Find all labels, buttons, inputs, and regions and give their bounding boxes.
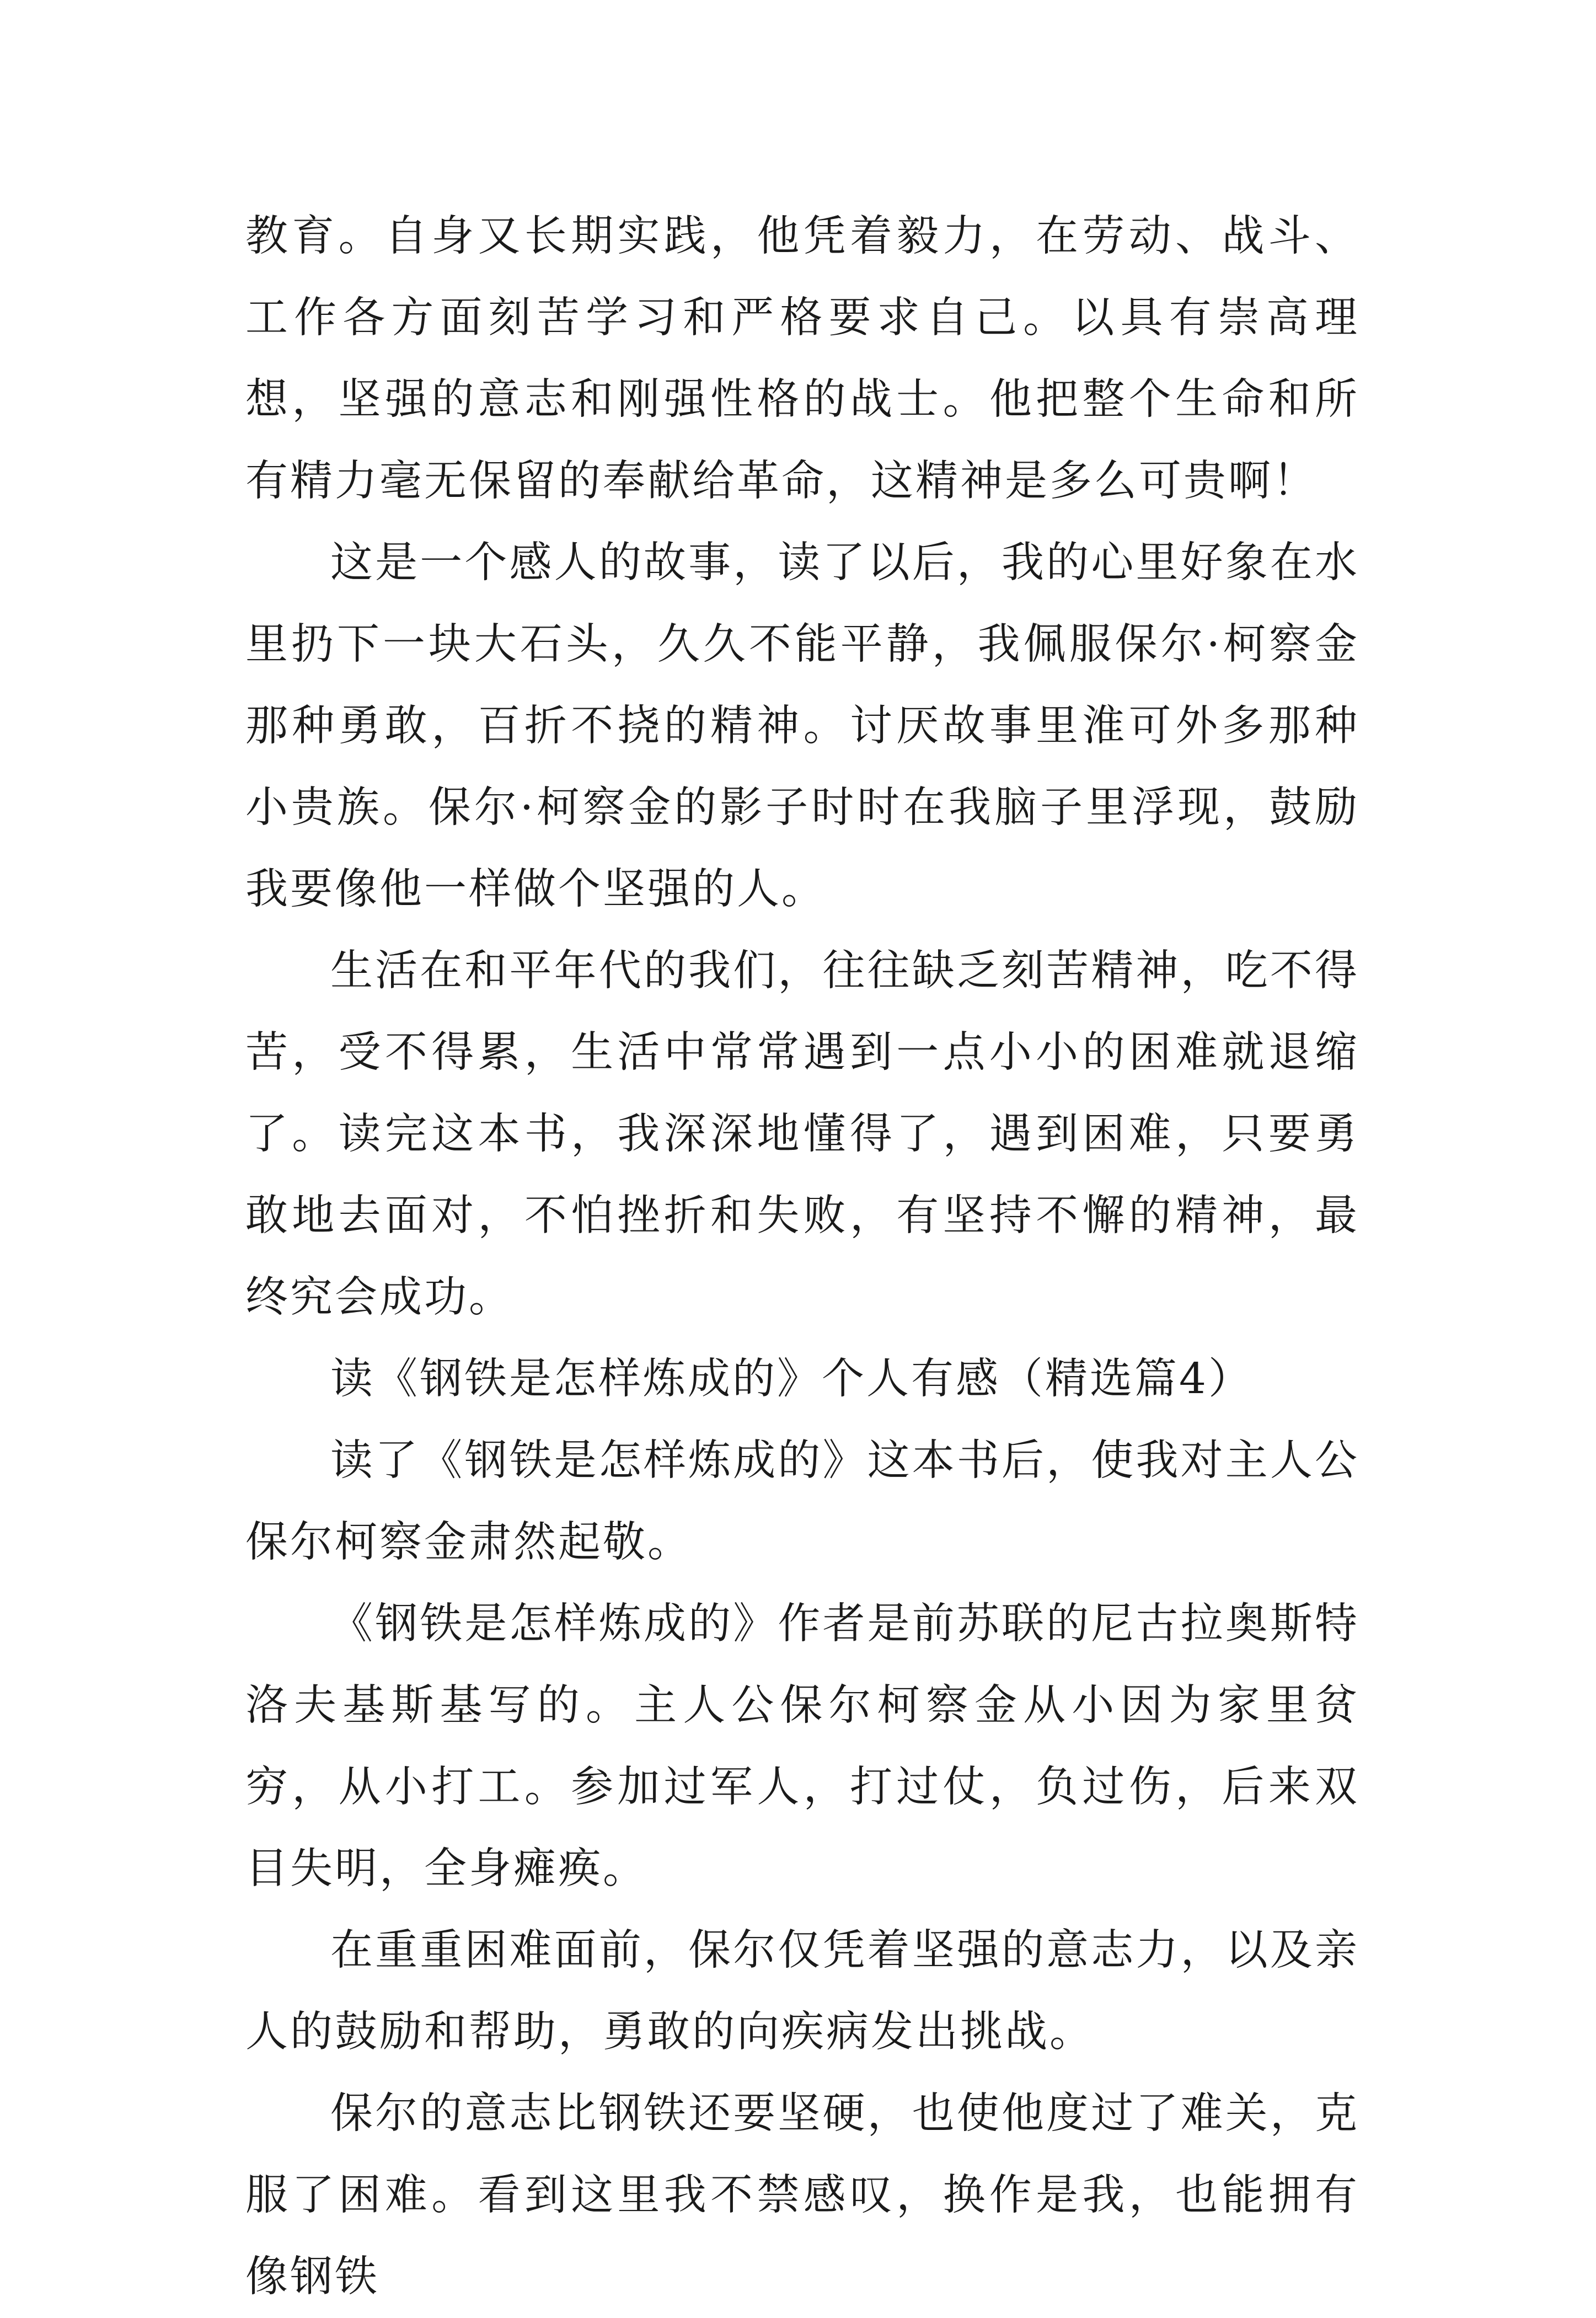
paragraph-1: 教育。自身又长期实践，他凭着毅力，在劳动、战斗、工作各方面刻苦学习和严格要求自己。以具有崇高理想，坚强的意志和刚强性格的战士。他把整个生命和所有精力毫无保留的奉献给革命，这精神是多么可贵啊！ bbox=[245, 212, 1359, 506]
paragraph-2: 这是一个感人的故事，读了以后，我的心里好象在水里扔下一块大石头，久久不能平静，我佩服保尔·柯察金那种勇敢，百折不挠的精神。讨厌故事里淮可外多那种小贵族。保尔·柯察金的影子时时在我脑子里浮现，鼓励我要像他一样做个坚强的人。 bbox=[245, 538, 1359, 914]
paragraph-5: 《钢铁是怎样炼成的》作者是前苏联的尼古拉奥斯特洛夫基斯基写的。主人公保尔柯察金从小因为家里贫穷，从小打工。参加过军人，打过仗，负过伤，后来双目失明，全身瘫痪。 bbox=[245, 1599, 1359, 1893]
paragraph-3: 生活在和平年代的我们，往往缺乏刻苦精神，吃不得苦，受不得累，生活中常常遇到一点小小的困难就退缩了。读完这本书，我深深地懂得了，遇到困难，只要勇敢地去面对，不怕挫折和失败，有坚持不懈的精神，最终究会成功。 bbox=[245, 946, 1359, 1322]
document-body bbox=[245, 196, 1359, 2318]
paragraph-7: 保尔的意志比钢铁还要坚硬，也使他度过了难关，克服了困难。看到这里我不禁感叹，换作是我，也能拥有像钢铁 bbox=[245, 2089, 1359, 2301]
paragraph-4: 读了《钢铁是怎样炼成的》这本书后，使我对主人公保尔柯察金肃然起敬。 bbox=[245, 1436, 1359, 1567]
paragraph-6: 在重重困难面前，保尔仅凭着坚强的意志力，以及亲人的鼓励和帮助，勇敢的向疾病发出挑战。 bbox=[245, 1926, 1359, 2057]
section-heading: 读《钢铁是怎样炼成的》个人有感（精选篇4） bbox=[330, 1355, 1253, 1404]
